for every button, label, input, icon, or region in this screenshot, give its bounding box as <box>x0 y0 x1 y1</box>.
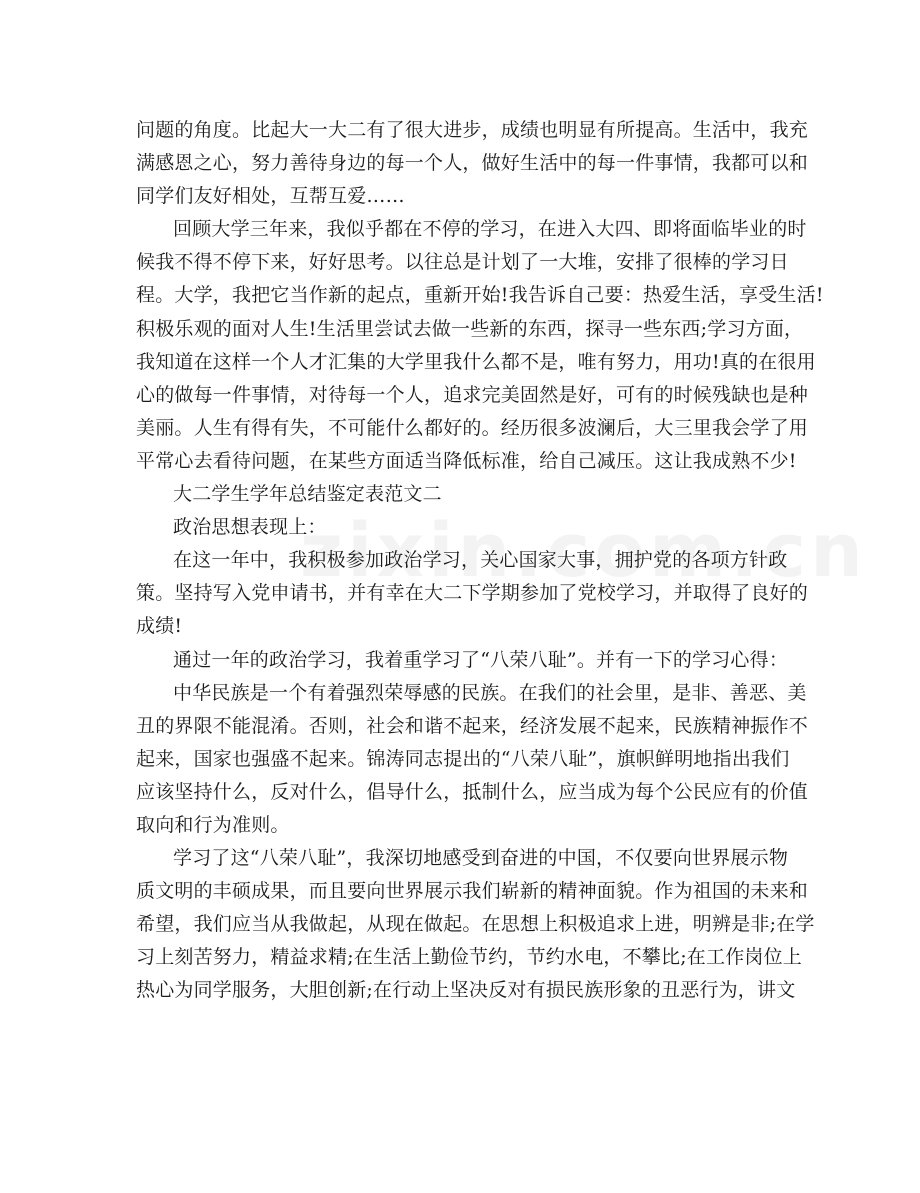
text-line: 成绩! <box>136 615 183 638</box>
paragraph-first-line: 在这一年中，我积极参加政治学习，关心国家大事，拥护党的各项方针政 <box>173 549 788 572</box>
text-line: 候我不得不停下来，好好思考。以往总是计划了一大堆，安排了很棒的学习日 <box>136 251 789 274</box>
text-line: 希望，我们应当从我做起，从现在做起。在思想上积极追求上进，明辨是非;在学 <box>136 913 815 936</box>
text-line: 美丽。人生有得有失，不可能什么都好的。经历很多波澜后，大三里我会学了用 <box>136 416 809 439</box>
text-line: 心的做每一件事情，对待每一个人，追求完美固然是好，可有的时候残缺也是种 <box>136 383 809 406</box>
paragraph-first-line: 中华民族是一个有着强烈荣辱感的民族。在我们的社会里，是非、善恶、美 <box>173 681 807 704</box>
text-line: 取向和行为准则。 <box>136 813 290 836</box>
text-line: 起来，国家也强盛不起来。锦涛同志提出的“八荣八耻”，旗帜鲜明地指出我们 <box>136 747 790 770</box>
text-line: 热心为同学服务，大胆创新;在行动上坚决反对有损民族形象的丑恶行为，讲文 <box>136 979 796 1002</box>
text-line: 应该坚持什么，反对什么，倡导什么，抵制什么，应当成为每个公民应有的价值 <box>136 780 809 803</box>
text-line: 质文明的丰硕成果，而且要向世界展示我们崭新的精神面貌。作为祖国的未来和 <box>136 880 809 903</box>
paragraph-first-line: 通过一年的政治学习，我着重学习了“八荣八耻”。并有一下的学习心得： <box>173 648 789 671</box>
text-line: 满感恩之心，努力善待身边的每一个人，做好生活中的每一件事情，我都可以和 <box>136 152 809 175</box>
paragraph-first-line: 回顾大学三年来，我似乎都在不停的学习，在进入大四、即将面临毕业的时 <box>173 218 807 241</box>
text-line: 平常心去看待问题，在某些方面适当降低标准，给自己减压。这让我成熟不少! <box>136 449 797 472</box>
paragraph-first-line: 学习了这“八荣八耻”，我深切地感受到奋进的中国，不仅要向世界展示物 <box>173 847 789 870</box>
text-line: 同学们友好相处，互帮互爱…… <box>136 185 405 208</box>
paragraph-first-line: 政治思想表现上： <box>173 516 327 539</box>
text-line: 我知道在这样一个人才汇集的大学里我什么都不是，唯有努力，用功!真的在很用 <box>136 350 816 373</box>
text-line: 问题的角度。比起大一大二有了很大进步，成绩也明显有所提高。生活中，我充 <box>136 119 809 141</box>
text-line: 策。坚持写入党申请书，并有幸在大二下学期参加了党校学习，并取得了良好的 <box>136 582 809 605</box>
text-line: 丑的界限不能混淆。否则，社会和谐不起来，经济发展不起来，民族精神振作不 <box>136 714 809 737</box>
paragraph-first-line: 大二学生学年总结鉴定表范文二 <box>173 483 442 506</box>
text-line: 习上刻苦努力，精益求精;在生活上勤俭节约，节约水电，不攀比;在工作岗位上 <box>136 946 803 969</box>
text-line: 积极乐观的面对人生!生活里尝试去做一些新的东西，探寻一些东西;学习方面， <box>136 317 804 340</box>
document-body <box>136 114 824 1008</box>
text-line: 程。大学，我把它当作新的起点，重新开始!我告诉自己要：热爱生活，享受生活! <box>136 284 824 307</box>
